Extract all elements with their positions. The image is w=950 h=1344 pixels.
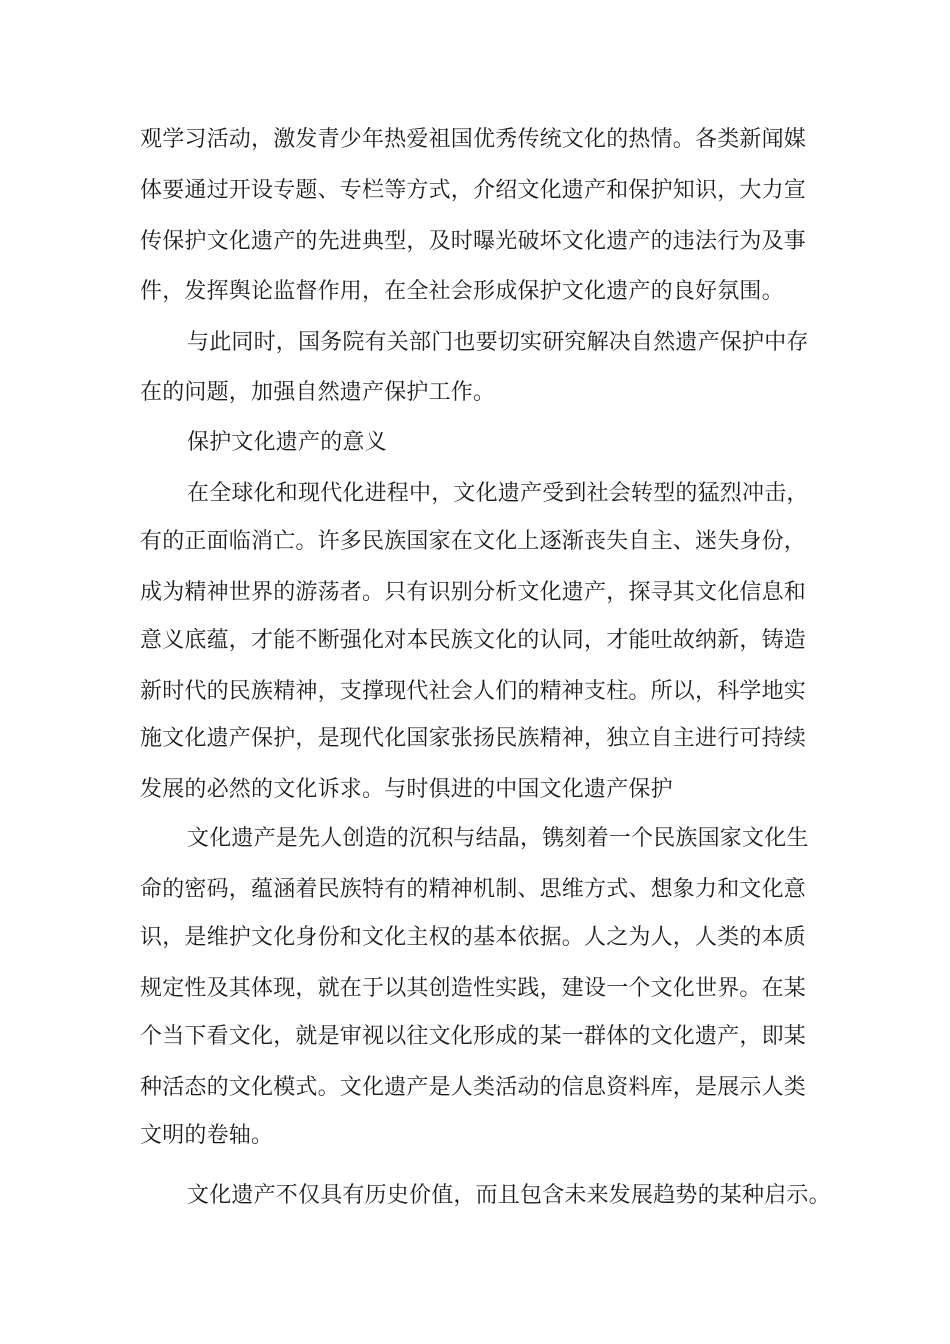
text-line: 新时代的民族精神，支撑现代社会人们的精神支柱。所以，科学地实 [140, 679, 807, 704]
text-line: 个当下看文化，就是审视以往文化形成的某一群体的文化遗产，即某 [140, 1024, 807, 1049]
text-line: 施文化遗产保护，是现代化国家张扬民族精神，独立自主进行可持续 [140, 726, 807, 751]
text-line: 种活态的文化模式。文化遗产是人类活动的信息资料库，是展示人类 [140, 1075, 807, 1100]
text-line: 与此同时，国务院有关部门也要切实研究解决自然遗产保护中存 [187, 330, 809, 355]
text-line: 识，是维护文化身份和文化主权的基本依据。人之为人，人类的本质 [140, 925, 807, 950]
text-line: 命的密码，蕴涵着民族特有的精神机制、思维方式、想象力和文化意 [140, 877, 807, 902]
text-line: 规定性及其体现，就在于以其创造性实践，建设一个文化世界。在某 [140, 976, 807, 1001]
text-line: 件，发挥舆论监督作用，在全社会形成保护文化遗产的良好氛围。 [140, 279, 784, 304]
text-line: 发展的必然的文化诉求。与时俱进的中国文化遗产保护 [140, 777, 673, 802]
text-line: 文明的卷轴。 [140, 1123, 274, 1148]
text-line: 文化遗产是先人创造的沉积与结晶，镌刻着一个民族国家文化生 [187, 826, 809, 851]
text-line: 传保护文化遗产的先进典型，及时曝光破坏文化遗产的违法行为及事 [140, 229, 807, 254]
text-line: 观学习活动，激发青少年热爱祖国优秀传统文化的热情。各类新闻媒 [140, 127, 807, 152]
text-line: 成为精神世界的游荡者。只有识别分析文化遗产，探寻其文化信息和 [140, 580, 807, 605]
text-line: 在全球化和现代化进程中，文化遗产受到社会转型的猛烈冲击， [187, 481, 809, 506]
section-heading: 保护文化遗产的意义 [187, 430, 387, 455]
text-line: 文化遗产不仅具有历史价值，而且包含未来发展趋势的某种启示。 [187, 1183, 831, 1208]
text-line: 意义底蕴，才能不断强化对本民族文化的认同，才能吐故纳新，铸造 [140, 628, 807, 653]
text-line: 有的正面临消亡。许多民族国家在文化上逐渐丧失自主、迷失身份， [140, 529, 807, 554]
text-line: 体要通过开设专题、专栏等方式，介绍文化遗产和保护知识，大力宣 [140, 178, 807, 203]
text-line: 在的问题，加强自然遗产保护工作。 [140, 380, 496, 405]
